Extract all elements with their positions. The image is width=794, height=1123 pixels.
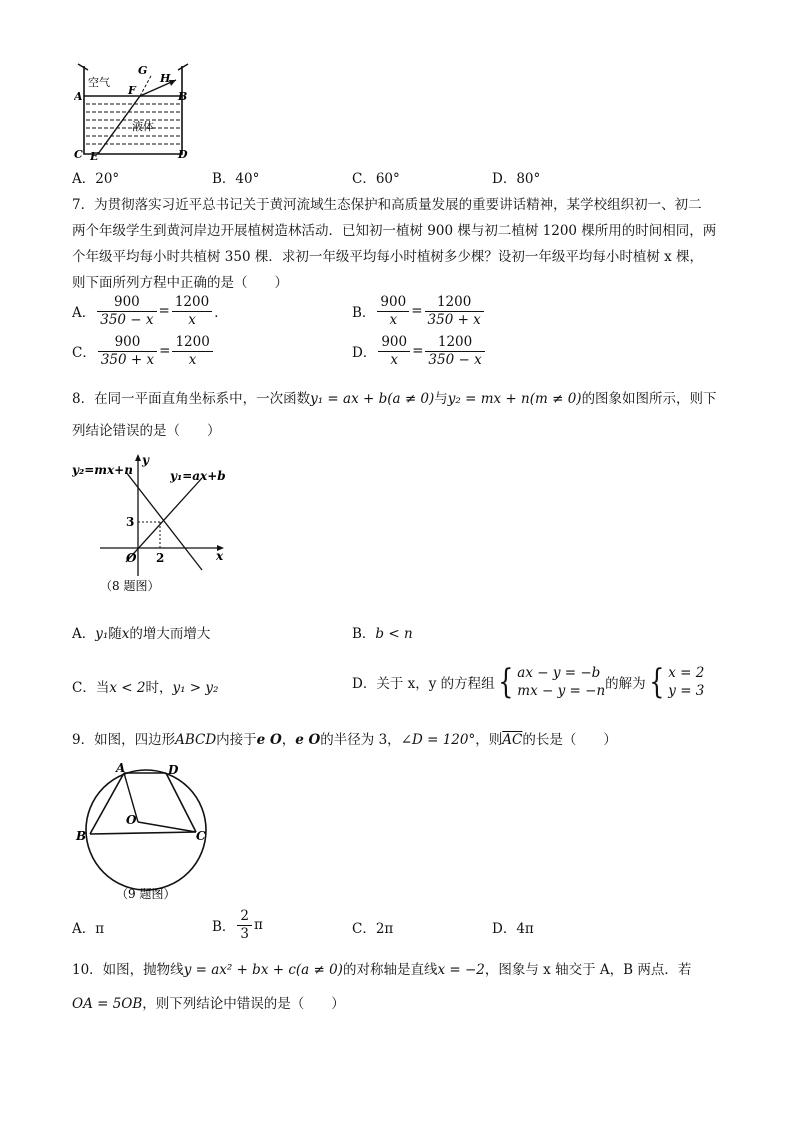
q8-stem-line-2: 列结论错误的是（ ）	[72, 423, 221, 439]
q7-stem-line-3: 个年级平均每小时共植树 350 棵．求初一年级平均每小时植树多少棵？设初一年级平均每小时植树 x 棵，	[72, 249, 704, 265]
q9-option-a[interactable]: A．π	[72, 921, 105, 937]
q9-option-b[interactable]: B． $\frac{2}{3}$ π	[212, 907, 263, 942]
q7-option-b[interactable]: B． $\frac{900}{x}$ = $\frac{1200}{350 + x}$	[352, 291, 486, 331]
q7-options-row-2	[72, 331, 752, 371]
q7-option-c[interactable]: C． $\frac{900}{350 + x}$ = $\frac{1200}{x}$	[72, 331, 215, 371]
q8-option-d-solution: { x = 2 y = 3	[648, 662, 705, 702]
q6-option-b[interactable]: B．40°	[212, 171, 260, 187]
q8-origin-label: O	[126, 551, 137, 565]
q7-option-d[interactable]: D． $\frac{900}{x}$ = $\frac{1200}{350 - x}$	[352, 331, 487, 371]
q6-label-air: 空气	[88, 76, 110, 89]
q6-beaker-figure	[74, 60, 196, 160]
q9-option-d[interactable]: D．4π	[492, 921, 534, 937]
q6-point-e: E	[90, 150, 99, 160]
q9-point-c: C	[196, 829, 206, 843]
q6-point-h: H	[160, 72, 171, 85]
q6-point-d: D	[178, 148, 188, 160]
q8-label-y1: y₁=ax+b	[170, 469, 226, 483]
q9-circle-figure	[72, 760, 212, 902]
q6-option-d[interactable]: D．80°	[492, 171, 541, 187]
q6-option-c[interactable]: C．60°	[352, 171, 400, 187]
q9-point-d: D	[168, 763, 179, 777]
q7-options-row-1	[72, 291, 752, 331]
q8-stem-line-1: 8．在同一平面直角坐标系中，一次函数y₁ = ax + b(a ≠ 0)与y₂ = mx + n(m ≠ 0)的图象如图所示，则下	[72, 391, 717, 407]
q10-stem-line-1: 10．如图，抛物线y = ax² + bx + c(a ≠ 0)的对称轴是直线x = −2，图象与 x 轴交于 A，B 两点．若	[72, 962, 692, 978]
q8-tick-y-3: 3	[126, 515, 135, 529]
q6-point-g: G	[138, 64, 148, 77]
q8-axis-y-label: y	[142, 453, 149, 467]
q8-option-d-system: { ax − y = −b mx − y = −n	[497, 662, 606, 702]
q8-caption: （8 题图）	[100, 579, 160, 592]
q6-label-liquid: 液体	[132, 120, 154, 133]
q6-point-c: C	[74, 148, 83, 160]
q8-option-d[interactable]: D． 关于 x，y 的方程组 { ax − y = −b mx − y = −n 的解为 { x = 2 y = 3	[352, 662, 705, 702]
q8-option-c[interactable]: C．当x < 2时，y₁ > y₂	[72, 680, 219, 696]
q8-axis-x-label: x	[216, 549, 224, 563]
q8-tick-x-2: 2	[156, 551, 165, 565]
q8-label-y2: y₂=mx+n	[72, 463, 133, 477]
q7-stem-line-4: 则下面所列方程中正确的是（ ）	[72, 275, 288, 291]
q7-stem-line-1: 7．为贯彻落实习近平总书记关于黄河流域生态保护和高质量发展的重要讲话精神，某学校组织初一、初二	[72, 197, 702, 213]
q7-stem-line-2: 两个年级学生到黄河岸边开展植树造林活动．已知初一植树 900 棵与初二植树 1200 棵所用的时间相同，两	[72, 223, 717, 239]
q9-point-a: A	[116, 761, 126, 775]
q9-option-c[interactable]: C．2π	[352, 921, 394, 937]
q9-point-b: B	[76, 829, 87, 843]
q8-graph-figure	[72, 452, 232, 592]
q9-caption: （9 题图）	[116, 887, 176, 901]
q6-point-b: B	[178, 90, 188, 103]
q10-stem-line-2: OA = 5OB，则下列结论中错误的是（ ）	[72, 996, 345, 1012]
q7-option-a[interactable]: A． $\frac{900}{350 - x}$ = $\frac{1200}{x}$ ．	[72, 293, 228, 328]
q6-point-f: F	[128, 84, 136, 97]
q9-stem: 9．如图，四边形ABCD内接于e O，e O的半径为 3，∠D = 120°，则$\overline{AC}$的长是（ ）	[72, 732, 617, 748]
q6-point-a: A	[74, 90, 83, 103]
q6-option-a[interactable]: A．20°	[72, 171, 120, 187]
q8-option-a[interactable]: A．y₁随x的增大而增大	[72, 626, 211, 642]
q8-option-b[interactable]: B．b < n	[352, 626, 413, 642]
q9-point-o: O	[126, 813, 137, 827]
